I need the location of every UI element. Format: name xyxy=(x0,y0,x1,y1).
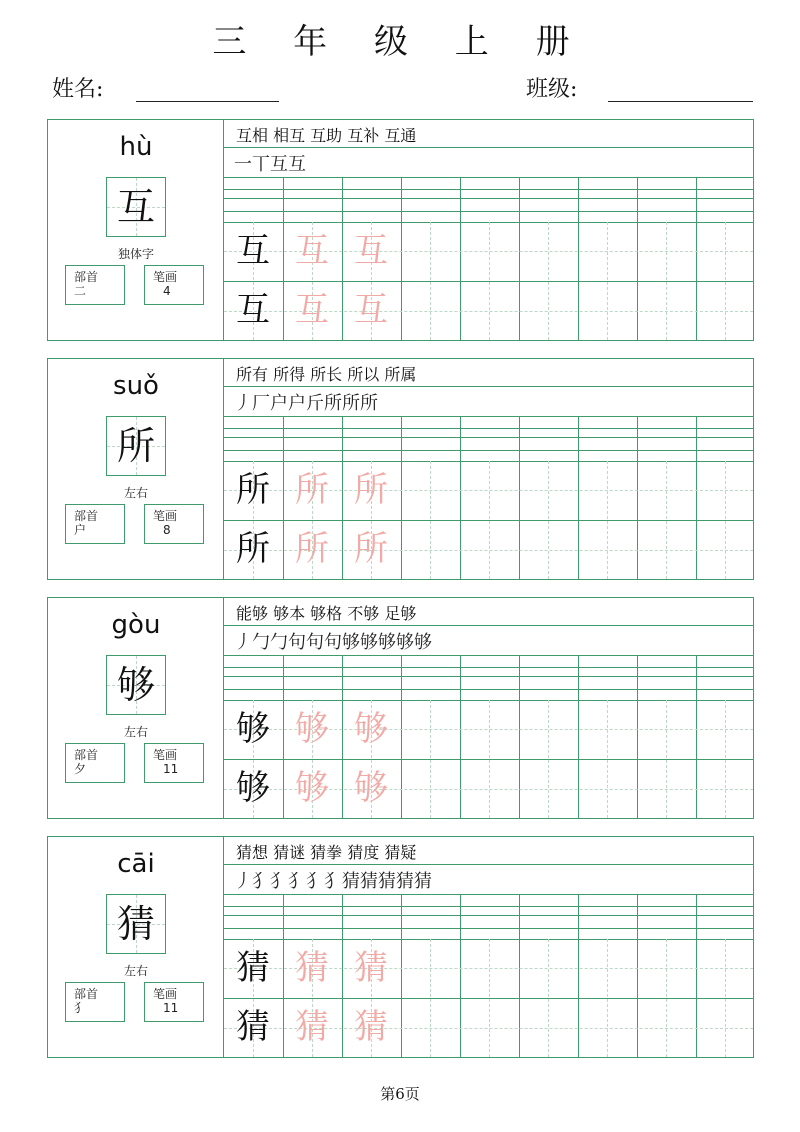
blank-practice-cell[interactable] xyxy=(460,940,518,998)
stroke-step: 勹 xyxy=(270,632,288,653)
practice-grid xyxy=(224,837,753,1057)
model-character: 猜 xyxy=(236,948,270,988)
stroke-step: 猜 xyxy=(378,871,396,892)
character-card xyxy=(47,119,754,341)
blank-practice-cell[interactable] xyxy=(401,999,459,1057)
radical-label: 部首 xyxy=(74,509,99,523)
practice-grid xyxy=(224,120,753,340)
stroke-step: 犭 xyxy=(324,871,342,892)
trace-character: 互 xyxy=(295,290,329,330)
strokes-label: 笔画 xyxy=(153,748,178,762)
stroke-step: 勹 xyxy=(252,632,270,653)
stroke-step: 猜 xyxy=(360,871,378,892)
stroke-step: 犭 xyxy=(270,871,288,892)
stroke-step: 丿 xyxy=(234,871,252,892)
model-character: 互 xyxy=(236,231,270,271)
blank-practice-cell[interactable] xyxy=(637,521,695,579)
trace-character: 够 xyxy=(354,768,388,808)
stroke-order-row xyxy=(234,628,432,654)
radical-box xyxy=(65,504,125,544)
radical-value: 犭 xyxy=(74,1001,87,1015)
blank-practice-cell[interactable] xyxy=(401,521,459,579)
trace-character: 猜 xyxy=(354,948,388,988)
blank-practice-cell[interactable] xyxy=(696,999,754,1057)
blank-practice-cell[interactable] xyxy=(696,701,754,759)
stroke-step: 厂 xyxy=(252,393,270,414)
stroke-step: 互 xyxy=(288,154,306,175)
class-field[interactable] xyxy=(608,101,753,102)
stroke-step: 猜 xyxy=(342,871,360,892)
blank-practice-cell[interactable] xyxy=(519,223,577,281)
stroke-order-row xyxy=(234,150,306,176)
trace-character: 所 xyxy=(295,529,329,569)
strokes-value: 11 xyxy=(163,1001,179,1015)
stroke-step: 户 xyxy=(288,393,306,414)
trace-character: 猜 xyxy=(295,1007,329,1047)
character-info-panel xyxy=(48,598,224,818)
stroke-step: 够 xyxy=(342,632,360,653)
practice-grid xyxy=(224,598,753,818)
blank-practice-cell[interactable] xyxy=(637,760,695,818)
blank-practice-cell[interactable] xyxy=(460,999,518,1057)
blank-practice-cell[interactable] xyxy=(637,940,695,998)
stroke-step: 犭 xyxy=(306,871,324,892)
stroke-step: 所 xyxy=(360,393,378,414)
character-box xyxy=(106,177,166,237)
blank-practice-cell[interactable] xyxy=(578,999,636,1057)
strokes-value: 4 xyxy=(163,284,171,298)
blank-practice-cell[interactable] xyxy=(401,940,459,998)
strokes-label: 笔画 xyxy=(153,509,178,523)
blank-practice-cell[interactable] xyxy=(519,701,577,759)
blank-practice-cell[interactable] xyxy=(578,223,636,281)
blank-practice-cell[interactable] xyxy=(519,462,577,520)
blank-practice-cell[interactable] xyxy=(460,223,518,281)
trace-character: 猜 xyxy=(295,948,329,988)
model-character: 够 xyxy=(236,768,270,808)
blank-practice-cell[interactable] xyxy=(637,462,695,520)
class-label: 班级: xyxy=(526,77,578,102)
blank-practice-cell[interactable] xyxy=(696,760,754,818)
stroke-step: 犭 xyxy=(252,871,270,892)
blank-practice-cell[interactable] xyxy=(519,521,577,579)
stroke-step: 句 xyxy=(324,632,342,653)
character-info-panel xyxy=(48,120,224,340)
blank-practice-cell[interactable] xyxy=(578,282,636,340)
blank-practice-cell[interactable] xyxy=(519,282,577,340)
blank-practice-cell[interactable] xyxy=(460,462,518,520)
name-field[interactable] xyxy=(136,101,279,102)
blank-practice-cell[interactable] xyxy=(578,701,636,759)
character-box xyxy=(106,894,166,954)
trace-character: 互 xyxy=(354,290,388,330)
blank-practice-cell[interactable] xyxy=(637,999,695,1057)
character-card xyxy=(47,358,754,580)
character-box xyxy=(106,655,166,715)
stroke-step: 够 xyxy=(378,632,396,653)
strokes-box xyxy=(144,982,204,1022)
blank-practice-cell[interactable] xyxy=(578,462,636,520)
trace-character: 够 xyxy=(295,709,329,749)
strokes-value: 8 xyxy=(163,523,171,537)
radical-value: 户 xyxy=(74,523,87,537)
blank-practice-cell[interactable] xyxy=(460,760,518,818)
blank-practice-cell[interactable] xyxy=(401,701,459,759)
stroke-step: 犭 xyxy=(288,871,306,892)
stroke-step: 猜 xyxy=(414,871,432,892)
main-character: 够 xyxy=(116,663,155,707)
character-info-panel xyxy=(48,837,224,1057)
name-label: 姓名: xyxy=(52,77,104,102)
blank-practice-cell[interactable] xyxy=(696,462,754,520)
stroke-step: 所 xyxy=(324,393,342,414)
blank-practice-cell[interactable] xyxy=(460,521,518,579)
radical-value: 二 xyxy=(74,284,87,298)
example-words: 所有 所得 所长 所以 所属 xyxy=(236,365,417,384)
character-card xyxy=(47,597,754,819)
practice-grid xyxy=(224,359,753,579)
trace-character: 够 xyxy=(295,768,329,808)
pinyin: gòu xyxy=(111,610,161,640)
stroke-step: 够 xyxy=(396,632,414,653)
radical-box xyxy=(65,265,125,305)
character-info-panel xyxy=(48,359,224,579)
stroke-step: 丅 xyxy=(252,154,270,175)
model-character: 互 xyxy=(236,290,270,330)
blank-practice-cell[interactable] xyxy=(696,940,754,998)
page-number: 第6页 xyxy=(380,1085,420,1103)
stroke-step: 够 xyxy=(414,632,432,653)
main-character: 互 xyxy=(116,185,155,229)
model-character: 够 xyxy=(236,709,270,749)
stroke-step: 户 xyxy=(270,393,288,414)
stroke-step: 斤 xyxy=(306,393,324,414)
blank-practice-cell[interactable] xyxy=(519,999,577,1057)
stroke-step: 句 xyxy=(306,632,324,653)
blank-practice-cell[interactable] xyxy=(637,282,695,340)
blank-practice-cell[interactable] xyxy=(460,701,518,759)
strokes-label: 笔画 xyxy=(153,270,178,284)
blank-practice-cell[interactable] xyxy=(637,223,695,281)
example-words: 能够 够本 够格 不够 足够 xyxy=(236,604,417,623)
radical-label: 部首 xyxy=(74,987,99,1001)
blank-practice-cell[interactable] xyxy=(637,701,695,759)
strokes-box xyxy=(144,265,204,305)
stroke-step: 丿 xyxy=(234,632,252,653)
strokes-box xyxy=(144,743,204,783)
blank-practice-cell[interactable] xyxy=(401,282,459,340)
character-card xyxy=(47,836,754,1058)
pinyin: suǒ xyxy=(113,371,159,401)
stroke-step: 一 xyxy=(234,154,252,175)
pinyin: cāi xyxy=(117,849,155,879)
main-character: 猜 xyxy=(116,902,155,946)
structure-type: 左右 xyxy=(123,725,148,739)
structure-type: 左右 xyxy=(123,486,148,500)
stroke-step: 猜 xyxy=(396,871,414,892)
stroke-step: 句 xyxy=(288,632,306,653)
radical-box xyxy=(65,982,125,1022)
model-character: 所 xyxy=(236,529,270,569)
page-title: 三 年 级 上 册 xyxy=(212,22,588,62)
stroke-step: 够 xyxy=(360,632,378,653)
blank-practice-cell[interactable] xyxy=(401,462,459,520)
blank-practice-cell[interactable] xyxy=(578,521,636,579)
radical-label: 部首 xyxy=(74,270,99,284)
blank-practice-cell[interactable] xyxy=(578,940,636,998)
trace-character: 猜 xyxy=(354,1007,388,1047)
blank-practice-cell[interactable] xyxy=(460,282,518,340)
blank-practice-cell[interactable] xyxy=(519,940,577,998)
character-box xyxy=(106,416,166,476)
blank-practice-cell[interactable] xyxy=(401,223,459,281)
blank-practice-cell[interactable] xyxy=(696,282,754,340)
strokes-box xyxy=(144,504,204,544)
blank-practice-cell[interactable] xyxy=(696,223,754,281)
example-words: 互相 相互 互助 互补 互通 xyxy=(236,126,417,145)
blank-practice-cell[interactable] xyxy=(696,521,754,579)
stroke-order-row xyxy=(234,389,378,415)
structure-type: 左右 xyxy=(123,964,148,978)
blank-practice-cell[interactable] xyxy=(401,760,459,818)
trace-character: 所 xyxy=(295,470,329,510)
stroke-order-row xyxy=(234,867,432,893)
model-character: 所 xyxy=(236,470,270,510)
radical-box xyxy=(65,743,125,783)
trace-character: 所 xyxy=(354,529,388,569)
structure-type: 独体字 xyxy=(117,247,154,261)
radical-label: 部首 xyxy=(74,748,99,762)
main-character: 所 xyxy=(116,424,155,468)
strokes-value: 11 xyxy=(163,762,179,776)
blank-practice-cell[interactable] xyxy=(578,760,636,818)
stroke-step: 互 xyxy=(270,154,288,175)
radical-value: 夕 xyxy=(74,762,87,776)
trace-character: 互 xyxy=(354,231,388,271)
example-words: 猜想 猜谜 猜拳 猜度 猜疑 xyxy=(236,843,417,862)
trace-character: 互 xyxy=(295,231,329,271)
blank-practice-cell[interactable] xyxy=(519,760,577,818)
strokes-label: 笔画 xyxy=(153,987,178,1001)
stroke-step: 丿 xyxy=(234,393,252,414)
model-character: 猜 xyxy=(236,1007,270,1047)
trace-character: 所 xyxy=(354,470,388,510)
pinyin: hù xyxy=(119,132,153,162)
stroke-step: 所 xyxy=(342,393,360,414)
trace-character: 够 xyxy=(354,709,388,749)
